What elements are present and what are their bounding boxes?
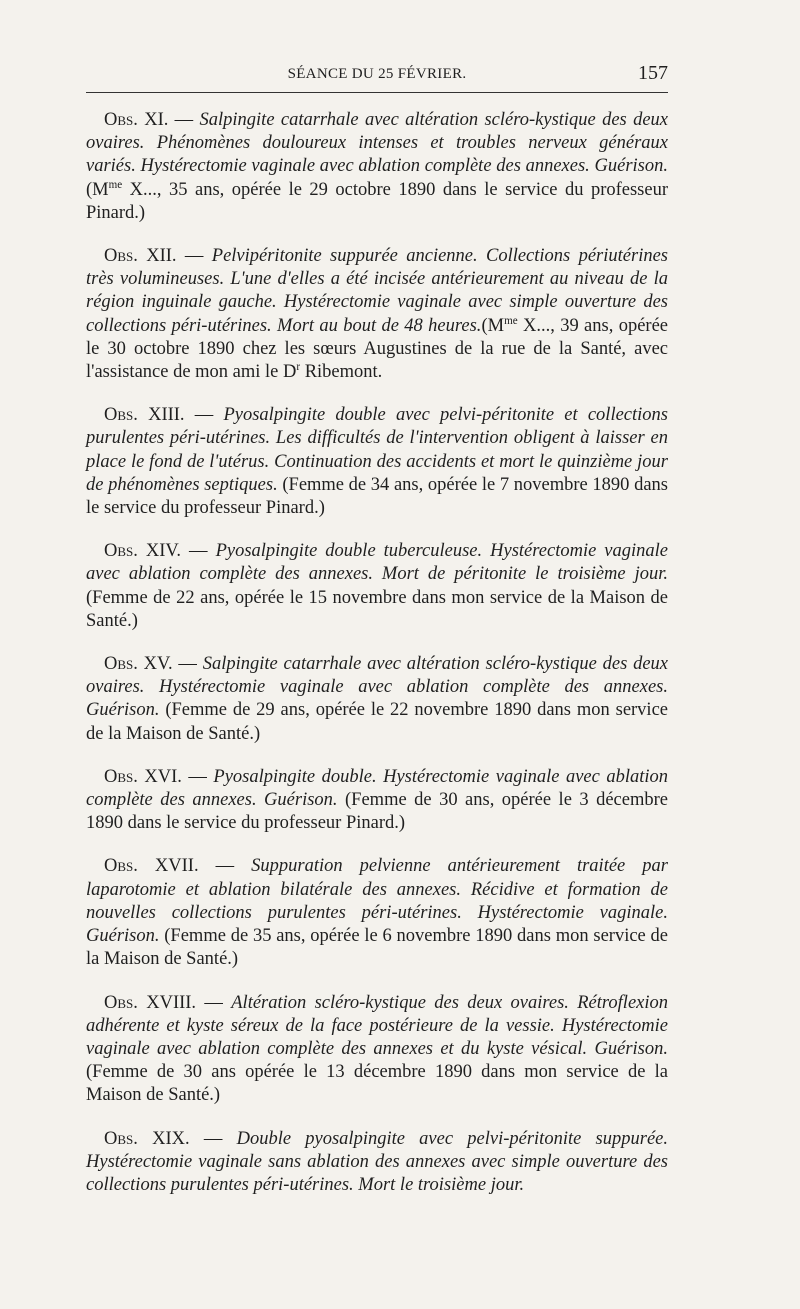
observation-15 [86,653,668,746]
observation-description: Pyosalpingite double tuberculeuse. Hystérectomie vaginale avec ablation complète des annexes. Mort de péritonite le troisième jour. [86,541,669,585]
superscript: r [296,360,301,373]
patient-details: (Femme de 30 ans, opérée le 3 décembre 1890 dans le service du professeur Pinard.) [86,790,668,834]
observation-description: Pyosalpingite double. Hystérectomie vaginale avec ablation complète des annexes. Guérison. [86,766,668,811]
dash: — [176,246,212,267]
observation-description: Salpingite catarrhale avec altération scléro-kystique des deux ovaires. Phénomènes douloureux intenses et troubles nerveux généraux variés. Hystérectomie vaginale avec ablation complète des annexes. Guérison. [86,110,668,177]
dash: — [189,1128,237,1149]
patient-details: (Femme de 29 ans, opérée le 22 novembre 1890 dans mon service de la Maison de Santé.) [86,700,668,744]
book-page [86,62,668,1217]
dash: — [198,856,252,877]
observation-description: Pelvipéritonite suppurée ancienne. Collections périutérines très volumineuses. L'une d'elles a été incisée antérieurement au niveau de la région inguinale gauche. Hystérectomie vaginale avec simple ouverture des collections péri-utérines. Mort au bout de 48 heures. [86,246,669,336]
observation-description: Suppuration pelvienne antérieurement traitée par laparotomie et ablation bilatérale des annexes. Récidive et formation de nouvelles collections purulentes péri-utérines. Hystérectomie vaginale. Guérison. [86,856,668,947]
observation-13 [86,404,668,520]
patient-details: (Femme de 35 ans, opérée le 6 novembre 1890 dans mon service de la Maison de Santé.) [86,926,668,970]
running-title-part2: FÉVRIER. [397,66,467,82]
patient-details: (Femme de 34 ans, opérée le 7 novembre 1890 dans le service du professeur Pinard.) [86,474,668,519]
observation-18 [86,992,668,1108]
observation-12 [86,245,668,384]
observation-label: Obs. XIX. [104,1128,190,1149]
observation-label: Obs. XIV. [104,541,182,562]
running-title-part1: SÉANCE DU [287,66,375,82]
dash: — [172,654,203,675]
observation-14 [86,540,668,633]
superscript: me [504,314,518,327]
page-number: 157 [638,62,668,84]
patient-details: (M [86,179,109,200]
running-title [86,66,668,83]
patient-details: (M [481,315,505,336]
dash: — [184,405,224,426]
observation-label: Obs. XIII. [104,405,185,426]
observation-description: Pyosalpingite double avec pelvi-péritonite et collections purulentes péri-utérines. Les difficultés de l'intervention obligent à laisser en place le fond de l'utérus. Continuation des accidents et mort le quinzième jour de phénomènes septiques. [86,405,668,495]
observation-label: Obs. XII. [104,246,177,267]
observation-description: Altération scléro-kystique des deux ovaires. Rétroflexion adhérente et kyste séreux de la face postérieure de la vessie. Hystérectomie vaginale avec ablation complète des annexes et du kyste vésical. Guérison. [86,992,669,1059]
patient-details-end: Ribemont. [300,362,383,383]
observation-11 [86,109,668,225]
observation-label: Obs. XVII. [104,856,199,877]
running-title-number: 25 [378,66,394,82]
observation-label: Obs. XVIII. [104,992,197,1013]
patient-details-cont: X..., 39 ans, opérée le 30 octobre 1890 chez les sœurs Augustines de la rue de la Santé, avec l'assistance de mon ami le D [86,315,668,383]
observation-description: Salpingite catarrhale avec altération scléro-kystique des deux ovaires. Hystérectomie vaginale avec ablation complète des annexes. Guérison. [86,654,668,721]
observation-17 [86,855,668,971]
observation-16 [86,766,668,836]
dash: — [181,541,216,562]
patient-details: (Femme de 22 ans, opérée le 15 novembre dans mon service de la Maison de Santé.) [86,587,668,631]
dash: — [168,110,200,130]
patient-details: (Femme de 30 ans opérée le 13 décembre 1890 dans mon service de la Maison de Santé.) [86,1062,668,1106]
running-header [86,62,668,93]
observation-label: Obs. XV. [104,654,173,675]
observation-label: Obs. XVI. [104,766,182,787]
superscript: me [108,178,123,191]
observation-19 [86,1128,668,1198]
patient-details-cont: X..., 35 ans, opérée le 29 octobre 1890 dans le service du professeur Pinard.) [86,179,668,223]
observation-description: Double pyosalpingite avec pelvi-péritonite suppurée. Hystérectomie vaginale sans ablation des annexes avec simple ouverture des collections purulentes péri-utérines. Mort le troisième jour. [86,1128,668,1195]
dash: — [196,992,232,1013]
dash: — [181,766,214,787]
observation-label: Obs. XI. [104,110,169,130]
